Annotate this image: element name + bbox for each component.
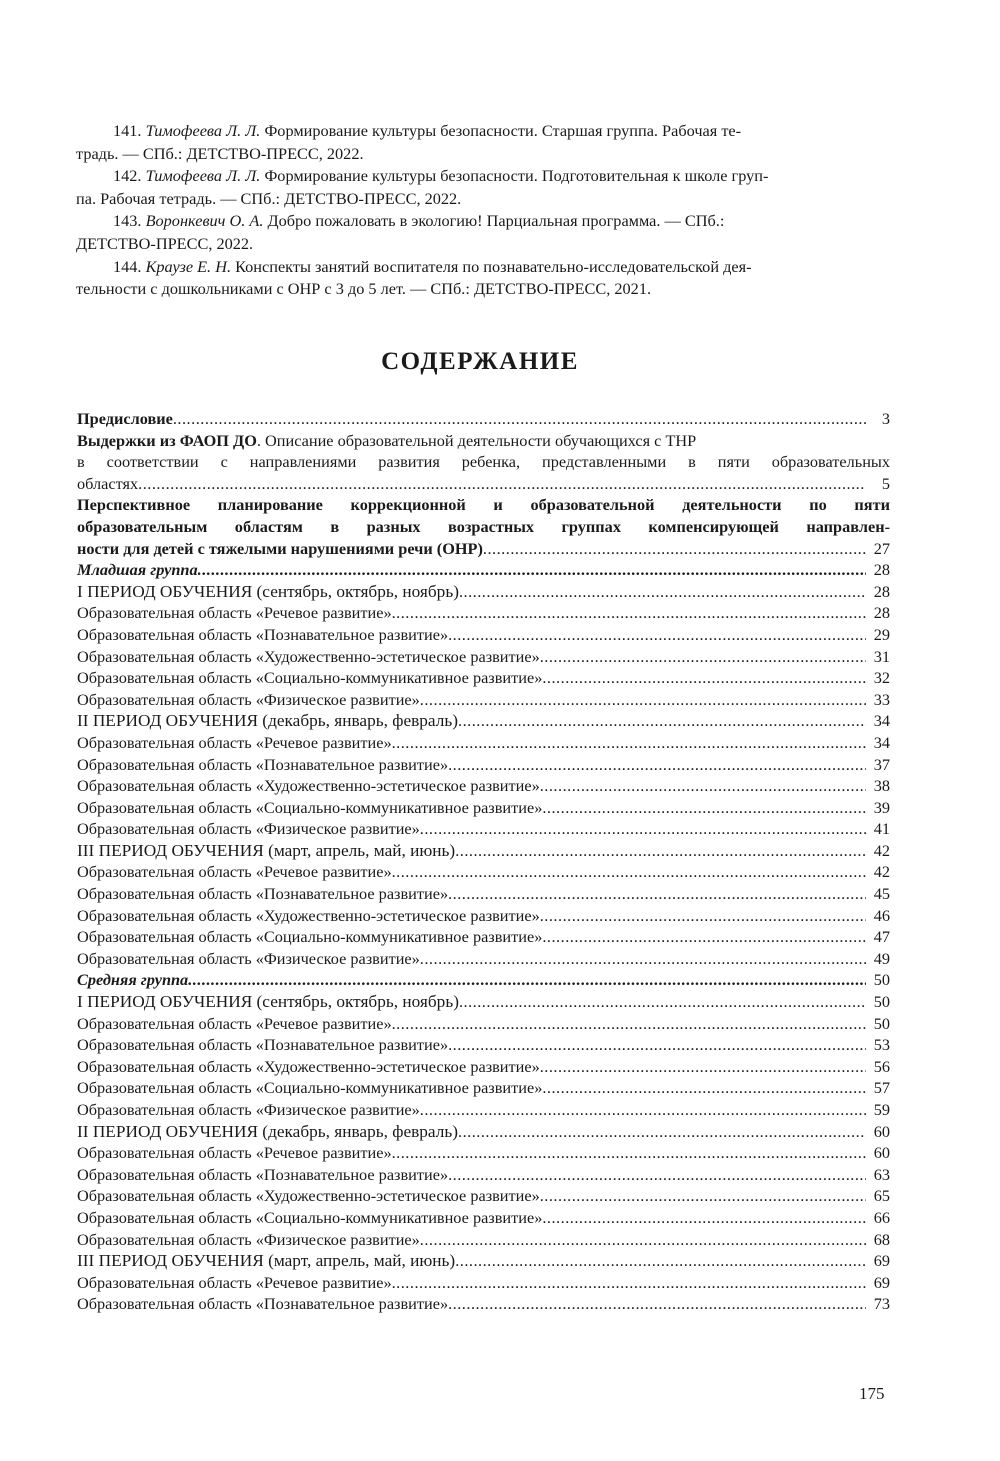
reference-item xyxy=(76,210,884,255)
dot-leader xyxy=(420,948,866,969)
toc-entry-excerpts[interactable] xyxy=(77,430,890,495)
toc-entry[interactable] xyxy=(77,710,890,732)
toc-entry[interactable] xyxy=(77,926,890,948)
toc-entry[interactable] xyxy=(77,1013,890,1035)
toc-entry-title: Образовательная область «Речевое развитие» xyxy=(77,1013,392,1033)
toc-entry-title-bold: Выдержки из ФАОП ДО xyxy=(77,430,257,450)
toc-page-number: 60 xyxy=(873,1143,890,1163)
toc-page-number: 59 xyxy=(873,1100,890,1119)
table-of-contents xyxy=(77,408,890,1315)
toc-page-number: 42 xyxy=(873,840,890,860)
toc-entry[interactable] xyxy=(77,840,890,862)
toc-entry-title: Образовательная область «Речевое развитие» xyxy=(77,732,392,752)
toc-entry[interactable] xyxy=(77,797,890,819)
dot-leader xyxy=(459,581,866,602)
toc-page-number: 63 xyxy=(873,1164,890,1184)
toc-entry-title: Образовательная область «Социально-коммуникативное развитие» xyxy=(77,797,543,817)
toc-page-number: 38 xyxy=(873,776,890,796)
toc-page-number: 69 xyxy=(873,1251,890,1271)
toc-page-number: 65 xyxy=(873,1186,890,1206)
reference-author: Воронкевич О. А. xyxy=(145,211,264,231)
toc-entry[interactable] xyxy=(77,1229,890,1251)
toc-page-number: 50 xyxy=(873,970,890,990)
reference-author: Тимофеева Л. Л. xyxy=(145,166,261,186)
dot-leader xyxy=(483,538,866,559)
reference-number: 142. xyxy=(113,166,142,186)
toc-entry[interactable] xyxy=(77,1056,890,1078)
reference-list xyxy=(76,120,884,301)
toc-entry-title-cont: в соответствии с направлениями развития ребенка, представленными в пяти образовательных xyxy=(77,452,890,472)
dot-leader xyxy=(138,473,866,494)
dot-leader xyxy=(540,775,866,796)
toc-page-number: 60 xyxy=(873,1121,890,1141)
toc-entry-title: Образовательная область «Художественно-эстетическое развитие» xyxy=(77,776,540,796)
dot-leader xyxy=(420,1229,866,1250)
toc-entry[interactable] xyxy=(77,1207,890,1229)
toc-entry-title: Образовательная область «Познавательное развитие» xyxy=(77,1035,449,1055)
toc-entry[interactable] xyxy=(77,624,890,646)
toc-page-number: 37 xyxy=(873,754,890,774)
reference-text: Формирование культуры безопасности. Старшая группа. Рабочая те- xyxy=(264,121,742,140)
toc-entry[interactable] xyxy=(77,1077,890,1099)
toc-page-number: 49 xyxy=(873,948,890,968)
toc-title: СОДЕРЖАНИЕ xyxy=(381,348,579,375)
toc-entry-title: Образовательная область «Физическое развитие» xyxy=(77,689,420,709)
dot-leader xyxy=(420,818,866,839)
toc-entry-title: Образовательная область «Физическое развитие» xyxy=(77,1100,420,1119)
dot-leader xyxy=(459,991,866,1012)
toc-entry-title: Средняя группа xyxy=(77,970,189,990)
toc-entry[interactable] xyxy=(77,1099,890,1121)
toc-entry-title: Образовательная область «Познавательное развитие» xyxy=(77,1164,449,1184)
page-number: 175 xyxy=(859,1384,885,1403)
reference-text-cont: па. Рабочая тетрадь. — СПб.: ДЕТСТВО-ПРЕСС, 2022. xyxy=(76,188,462,208)
reference-text: Добро пожаловать в экологию! Парциальная программа. — СПб.: xyxy=(267,211,725,231)
dot-leader xyxy=(392,1013,866,1034)
reference-text-cont: тельности с дошкольниками с ОНР с 3 до 5 лет. — СПб.: ДЕТСТВО-ПРЕСС, 2021. xyxy=(76,279,652,299)
dot-leader xyxy=(188,969,866,990)
toc-entry-title: Образовательная область «Познавательное развитие» xyxy=(77,1294,449,1314)
toc-entry-title: Образовательная область «Художественно-эстетическое развитие» xyxy=(77,646,540,666)
toc-page-number: 32 xyxy=(873,668,890,688)
toc-entry-planning[interactable] xyxy=(77,494,890,559)
toc-entry[interactable] xyxy=(77,646,890,668)
dot-leader xyxy=(540,905,866,926)
toc-entry-title: Образовательная область «Художественно-эстетическое развитие» xyxy=(77,1056,540,1076)
dot-leader xyxy=(392,732,866,753)
toc-entry-title: Образовательная область «Познавательное развитие» xyxy=(77,754,449,774)
toc-page-number: 68 xyxy=(873,1229,890,1249)
toc-entry-title: Образовательная область «Социально-коммуникативное развитие» xyxy=(77,1078,543,1098)
toc-entry[interactable] xyxy=(77,775,890,797)
dot-leader xyxy=(542,926,866,947)
toc-entry[interactable] xyxy=(77,1185,890,1207)
reference-number: 143. xyxy=(113,211,142,231)
dot-leader xyxy=(173,408,866,429)
toc-entry[interactable] xyxy=(77,1142,890,1164)
toc-entry[interactable] xyxy=(77,1034,890,1056)
reference-text-cont: традь. — СПб.: ДЕТСТВО-ПРЕСС, 2022. xyxy=(76,143,364,163)
reference-author: Краузе Е. Н. xyxy=(145,256,232,276)
dot-leader xyxy=(448,754,866,775)
toc-page-number: 5 xyxy=(881,473,890,493)
dot-leader xyxy=(542,797,866,818)
reference-text: Формирование культуры безопасности. Подготовительная к школе груп- xyxy=(264,166,769,186)
dot-leader xyxy=(392,1142,866,1163)
toc-entry[interactable] xyxy=(77,689,890,711)
toc-entry[interactable] xyxy=(77,948,890,970)
toc-entry-title: I ПЕРИОД ОБУЧЕНИЯ (сентябрь, октябрь, ноябрь) xyxy=(77,992,459,1012)
toc-page-number: 47 xyxy=(873,927,890,947)
dot-leader xyxy=(448,1293,866,1314)
reference-text: Конспекты занятий воспитателя по познавательно-исследовательской дея- xyxy=(235,256,752,276)
toc-entry-list xyxy=(77,559,890,1315)
toc-entry-title: Образовательная область «Социально-коммуникативное развитие» xyxy=(77,668,543,688)
dot-leader xyxy=(392,861,866,882)
toc-page-number: 34 xyxy=(873,711,890,731)
dot-leader xyxy=(420,1099,866,1120)
toc-entry[interactable] xyxy=(77,991,890,1013)
reference-item xyxy=(76,165,884,210)
toc-entry-title: Образовательная область «Физическое развитие» xyxy=(77,819,420,839)
dot-leader xyxy=(448,624,866,645)
toc-page-number: 3 xyxy=(881,409,890,428)
toc-entry[interactable] xyxy=(77,969,890,991)
toc-page-number: 66 xyxy=(873,1207,890,1227)
dot-leader xyxy=(420,689,866,710)
toc-entry-title: Образовательная область «Социально-коммуникативное развитие» xyxy=(77,927,543,947)
dot-leader xyxy=(542,1077,866,1098)
toc-entry-title: Образовательная область «Художественно-эстетическое развитие» xyxy=(77,905,540,925)
toc-page-number: 31 xyxy=(873,646,890,666)
dot-leader xyxy=(392,1272,866,1293)
dot-leader xyxy=(198,559,866,580)
toc-page-number: 28 xyxy=(873,560,890,580)
toc-page-number: 45 xyxy=(873,884,890,904)
toc-entry-title: Образовательная область «Речевое развитие» xyxy=(77,1272,392,1292)
dot-leader xyxy=(540,1185,866,1206)
dot-leader xyxy=(448,1164,866,1185)
reference-item xyxy=(76,256,884,301)
toc-entry[interactable] xyxy=(77,1250,890,1272)
toc-entry-title: Образовательная область «Речевое развитие» xyxy=(77,862,392,882)
toc-entry[interactable] xyxy=(77,1164,890,1186)
dot-leader xyxy=(455,1250,866,1271)
toc-entry-title-cont: образовательным областям в разных возрастных группах компенсирующей направлен- xyxy=(77,516,890,536)
toc-page-number: 27 xyxy=(873,538,890,558)
toc-page-number: 33 xyxy=(873,689,890,709)
toc-entry-title: III ПЕРИОД ОБУЧЕНИЯ (март, апрель, май, июнь) xyxy=(77,840,456,860)
reference-item xyxy=(76,120,884,165)
toc-page-number: 29 xyxy=(873,624,890,644)
toc-entry-title-cont: ности для детей с тяжелыми нарушениями речи (ОНР) xyxy=(77,538,483,558)
toc-page-number: 57 xyxy=(873,1078,890,1098)
toc-entry-title: Образовательная область «Речевое развитие» xyxy=(77,603,392,623)
toc-entry-title: Образовательная область «Познавательное развитие» xyxy=(77,884,449,904)
reference-number: 141. xyxy=(113,121,142,140)
toc-entry-title: II ПЕРИОД ОБУЧЕНИЯ (декабрь, январь, февраль) xyxy=(77,711,458,731)
toc-entry-title: Образовательная область «Речевое развитие» xyxy=(77,1143,392,1163)
reference-author: Тимофеева Л. Л. xyxy=(145,121,261,140)
toc-page-number: 73 xyxy=(873,1294,890,1314)
toc-entry[interactable] xyxy=(77,754,890,776)
toc-entry[interactable] xyxy=(77,1121,890,1143)
toc-entry[interactable] xyxy=(77,818,890,840)
toc-entry-title: Перспективное планирование коррекционной и образовательной деятельности по пяти xyxy=(77,495,890,515)
toc-entry[interactable] xyxy=(77,581,890,603)
toc-page-number: 53 xyxy=(873,1035,890,1055)
toc-page-number: 39 xyxy=(873,797,890,817)
toc-entry-title: Предисловие xyxy=(77,409,173,428)
dot-leader xyxy=(448,883,866,904)
toc-entry-title: Образовательная область «Физическое развитие» xyxy=(77,1229,420,1249)
toc-page-number: 56 xyxy=(873,1056,890,1076)
toc-entry-title: Образовательная область «Художественно-эстетическое развитие» xyxy=(77,1186,540,1206)
toc-entry-title: II ПЕРИОД ОБУЧЕНИЯ (декабрь, январь, февраль) xyxy=(77,1121,458,1141)
dot-leader xyxy=(540,646,866,667)
toc-page-number: 46 xyxy=(873,905,890,925)
dot-leader xyxy=(392,602,866,623)
toc-entry-title: . Описание образовательной деятельности обучающихся с ТНР xyxy=(256,430,697,450)
dot-leader xyxy=(542,667,866,688)
toc-entry-title: Образовательная область «Познавательное развитие» xyxy=(77,624,449,644)
toc-entry-title: I ПЕРИОД ОБУЧЕНИЯ (сентябрь, октябрь, ноябрь) xyxy=(77,581,459,601)
dot-leader xyxy=(458,1121,866,1142)
toc-entry-preface[interactable] xyxy=(77,408,890,430)
toc-entry[interactable] xyxy=(77,1293,890,1315)
dot-leader xyxy=(448,1034,866,1055)
toc-page-number: 50 xyxy=(873,992,890,1012)
toc-entry[interactable] xyxy=(77,559,890,581)
toc-entry[interactable] xyxy=(77,883,890,905)
toc-entry[interactable] xyxy=(77,905,890,927)
dot-leader xyxy=(540,1056,866,1077)
reference-text-cont: ДЕТСТВО-ПРЕСС, 2022. xyxy=(76,233,254,253)
toc-page-number: 41 xyxy=(873,819,890,839)
toc-page-number: 50 xyxy=(873,1013,890,1033)
dot-leader xyxy=(542,1207,866,1228)
toc-entry-title-cont: областях xyxy=(77,473,139,493)
toc-page-number: 28 xyxy=(873,603,890,623)
toc-page-number: 42 xyxy=(873,862,890,882)
toc-entry[interactable] xyxy=(77,861,890,883)
toc-page-number: 69 xyxy=(873,1272,890,1292)
reference-number: 144. xyxy=(113,256,142,276)
toc-entry[interactable] xyxy=(77,667,890,689)
toc-page-number: 28 xyxy=(873,581,890,601)
toc-entry-title: Образовательная область «Физическое развитие» xyxy=(77,948,420,968)
toc-entry[interactable] xyxy=(77,602,890,624)
toc-entry[interactable] xyxy=(77,1272,890,1294)
dot-leader xyxy=(455,840,866,861)
toc-entry-title: III ПЕРИОД ОБУЧЕНИЯ (март, апрель, май, июнь) xyxy=(77,1251,456,1271)
toc-entry-title: Младшая группа xyxy=(77,560,198,580)
dot-leader xyxy=(458,710,866,731)
toc-entry[interactable] xyxy=(77,732,890,754)
toc-entry-title: Образовательная область «Социально-коммуникативное развитие» xyxy=(77,1207,543,1227)
toc-page-number: 34 xyxy=(873,732,890,752)
